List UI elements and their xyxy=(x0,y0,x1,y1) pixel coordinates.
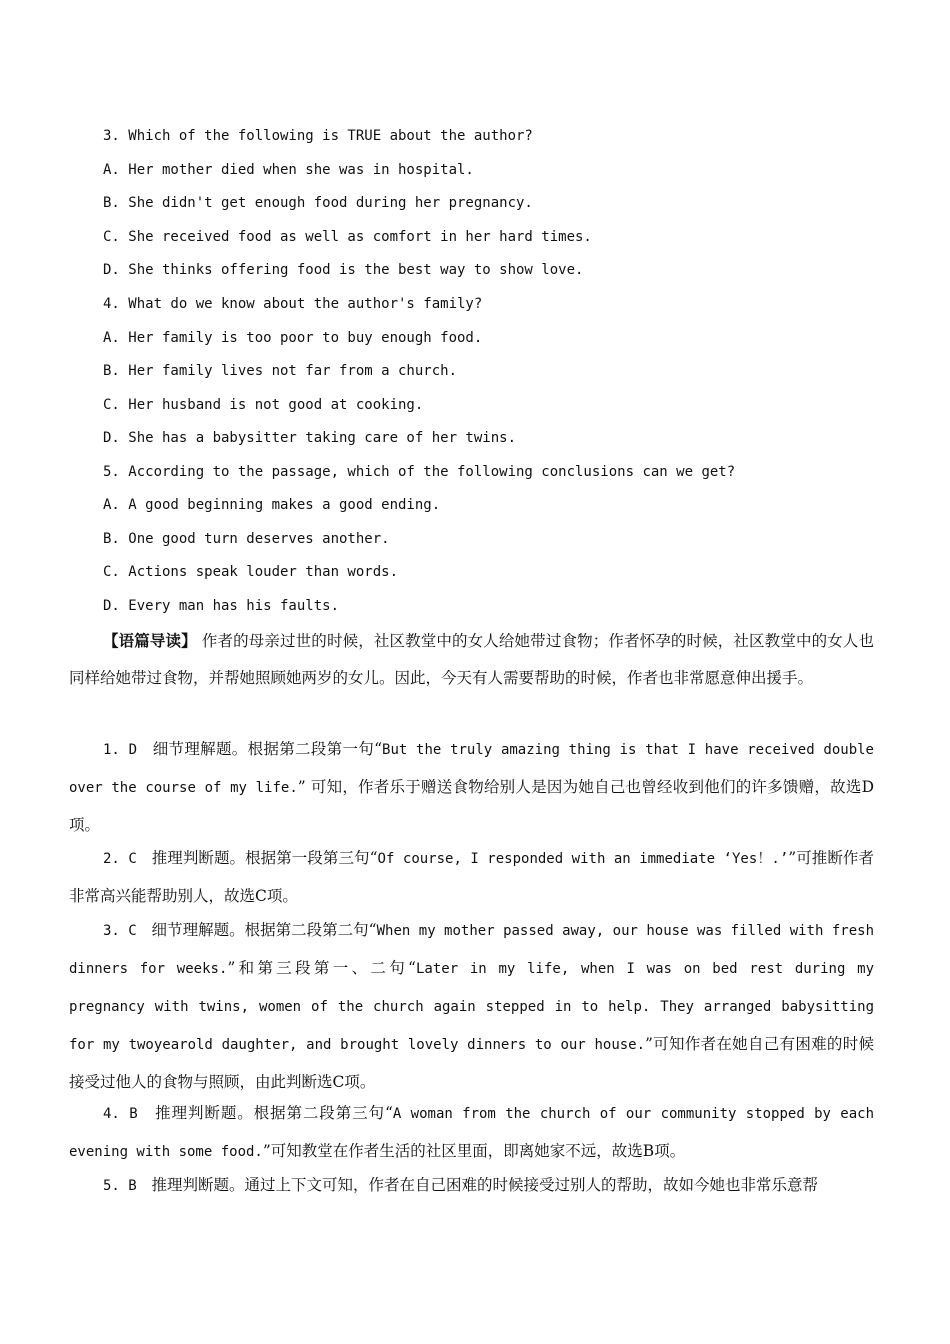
answer-option: B. One good turn deserves another. xyxy=(103,531,390,547)
answer-quote: When my mother passed away, our house was filled with fresh dinners for weeks. xyxy=(69,923,874,977)
answer-type: 细节理解题。 xyxy=(152,740,248,758)
answer-number: 1. D xyxy=(103,742,138,758)
answer-option: C. She received food as well as comfort in her hard times. xyxy=(103,229,592,245)
answer-text: 通过上下文可知，作者在自己困难的时候接受过别人的帮助，故如今她也非常乐意帮 xyxy=(244,1176,819,1194)
passage-guide xyxy=(69,622,874,697)
guide-text: 作者的母亲过世的时候，社区教堂中的女人给她带过食物；作者怀孕的时候，社区教堂中的女人也同样给她带过食物，并帮她照顾她两岁的女儿。因此，今天有人需要帮助的时候，作者也非常愿意伸出援手。 xyxy=(69,632,874,687)
answer-explanation-4 xyxy=(69,1095,874,1171)
answer-explanation-1 xyxy=(69,731,874,844)
answer-type: 推理判断题。 xyxy=(151,849,246,867)
answer-text: 根据第一段第三句“ xyxy=(245,849,378,867)
answer-option: B. She didn't get enough food during her pregnancy. xyxy=(103,195,533,211)
answer-text: 根据第二段第二句“ xyxy=(244,921,377,939)
answer-text: 根据第二段第一句“ xyxy=(247,740,383,758)
answer-explanation-5 xyxy=(69,1167,874,1205)
answer-number: 3. C xyxy=(103,923,137,939)
answer-text: ”可知教堂在作者生活的社区里面，即离她家不远，故选B项。 xyxy=(262,1142,686,1160)
guide-tag: 【语篇导读】 xyxy=(103,631,197,650)
answer-quote: But the truly amazing thing is that I have received double over the course of my life. xyxy=(69,742,874,796)
answer-number: 4. B xyxy=(103,1106,138,1122)
answer-type: 细节理解题。 xyxy=(151,921,245,939)
answer-explanation-3 xyxy=(69,912,874,1101)
answer-number: 5. B xyxy=(103,1178,137,1194)
answer-option: B. Her family lives not far from a church. xyxy=(103,363,458,379)
answer-quote: Of course, I responded with an immediate ‘Yes！.’ xyxy=(377,851,789,867)
answer-text: ” 可知，作者乐于赠送食物给别人是因为她自己也曾经收到他们的许多馈赠，故选D项。 xyxy=(69,778,875,834)
answer-type: 推理判断题。 xyxy=(155,1104,254,1122)
answer-option: D. Every man has his faults. xyxy=(103,598,340,614)
answer-number: 2. C xyxy=(103,851,137,867)
answer-quote: A woman from the church of our community stopped by each evening with some food. xyxy=(69,1106,875,1160)
answer-option: D. She thinks offering food is the best way to show love. xyxy=(103,262,584,278)
answer-option: D. She has a babysitter taking care of her twins. xyxy=(103,430,517,446)
answer-text: ”可知作者在她自己有困难的时候接受过他人的食物与照顾，由此判断选C项。 xyxy=(69,1035,874,1091)
answer-option: A. A good beginning makes a good ending. xyxy=(103,497,441,513)
answer-option: C. Her husband is not good at cooking. xyxy=(103,397,424,413)
question-stem: 4. What do we know about the author's family? xyxy=(103,296,483,312)
answer-text: ”和第三段第一、二句“ xyxy=(227,959,416,977)
answer-option: C. Actions speak louder than words. xyxy=(103,564,399,580)
answer-option: A. Her mother died when she was in hospital. xyxy=(103,162,474,178)
question-stem: 5. According to the passage, which of the following conclusions can we get? xyxy=(103,464,736,480)
answer-option: A. Her family is too poor to buy enough food. xyxy=(103,330,483,346)
answer-explanation-2 xyxy=(69,840,874,915)
answer-text: ”可推断作者非常高兴能帮助别人，故选C项。 xyxy=(69,849,874,905)
question-stem: 3. Which of the following is TRUE about the author? xyxy=(103,128,533,144)
answer-text: 根据第二段第三句“ xyxy=(253,1104,393,1122)
answer-type: 推理判断题。 xyxy=(151,1176,245,1194)
answer-quote: Later in my life, when I was on bed rest during my pregnancy with twins, women of the church again stepped in to help. They arranged babysitting for my twoyearold daughter, and brought lovely dinners to our house. xyxy=(69,961,874,1053)
